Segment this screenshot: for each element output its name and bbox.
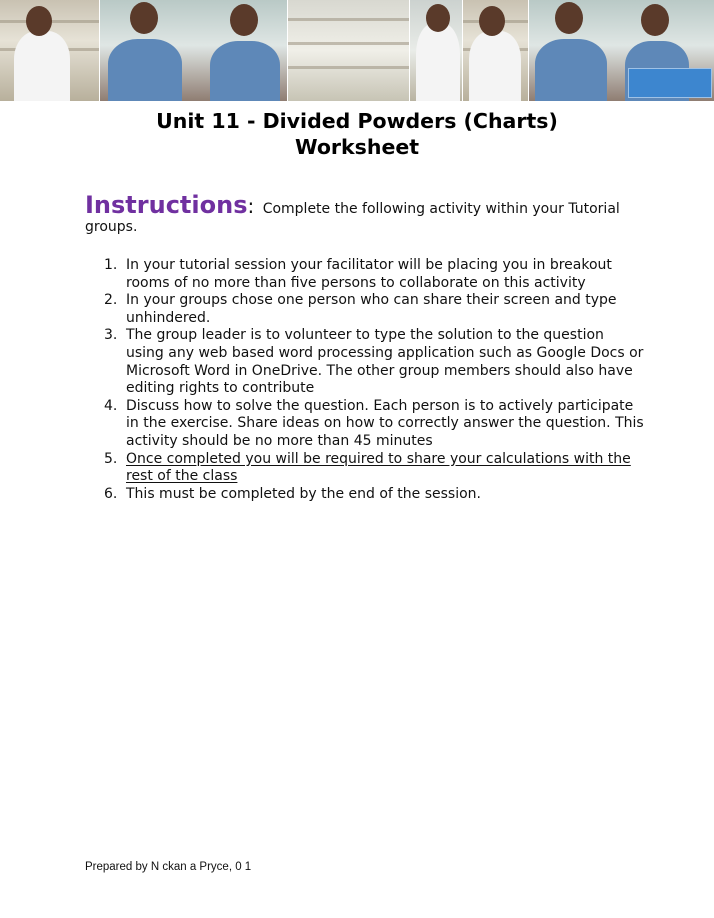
list-item	[85, 398, 645, 451]
page-footer: Prepared by N ckan a Pryce, 0 1	[85, 861, 252, 873]
step-text: Discuss how to solve the question. Each person is to actively participate in the exercise. Share ideas on how to correctly answer the question. This activity should be no more than 45 minutes	[126, 397, 644, 449]
instructions-colon: :	[247, 194, 255, 218]
list-item	[85, 292, 645, 327]
banner-photo-pharmacy-shelves	[288, 0, 410, 101]
step-number: 6.	[104, 485, 118, 502]
step-text: The group leader is to volunteer to type the solution to the question using any web based word processing application such as Google Docs or Microsoft Word in OneDrive. The other group members should also have editing rights to contribute	[126, 327, 644, 397]
step-number: 5.	[104, 450, 118, 467]
step-number: 4.	[104, 397, 118, 414]
page-title	[0, 108, 714, 160]
step-text: This must be completed by the end of the session.	[126, 485, 481, 502]
step-text-underlined: Once completed you will be required to share your calculations with the rest of the class	[126, 450, 631, 485]
steps-list	[85, 257, 645, 503]
step-text: In your groups chose one person who can share their screen and type unhindered.	[126, 292, 617, 326]
step-number: 1.	[104, 257, 118, 273]
list-item	[85, 327, 645, 397]
step-text: In your tutorial session your facilitator will be placing you in breakout rooms of no more than five persons to collaborate on this activity	[126, 257, 612, 291]
list-item	[85, 486, 645, 504]
title-line-2: Worksheet	[294, 135, 420, 159]
instructions-paragraph	[85, 191, 645, 236]
banner-photo-technicians	[100, 0, 288, 101]
step-number: 2.	[104, 292, 118, 309]
step-number: 3.	[104, 327, 118, 344]
banner-photo-pharmacist-2	[410, 0, 463, 101]
instructions-text: Complete the following activity within your Tutorial groups.	[85, 201, 620, 235]
title-line-1: Unit 11 - Divided Powders (Charts)	[156, 109, 558, 133]
header-banner	[0, 0, 714, 101]
banner-photo-pharmacist-1	[0, 0, 100, 101]
instructions-heading: Instructions	[85, 191, 248, 219]
list-item	[85, 257, 645, 292]
banner-photo-pharmacist-3	[463, 0, 530, 101]
list-item	[85, 451, 645, 486]
banner-blue-panel	[628, 68, 712, 98]
